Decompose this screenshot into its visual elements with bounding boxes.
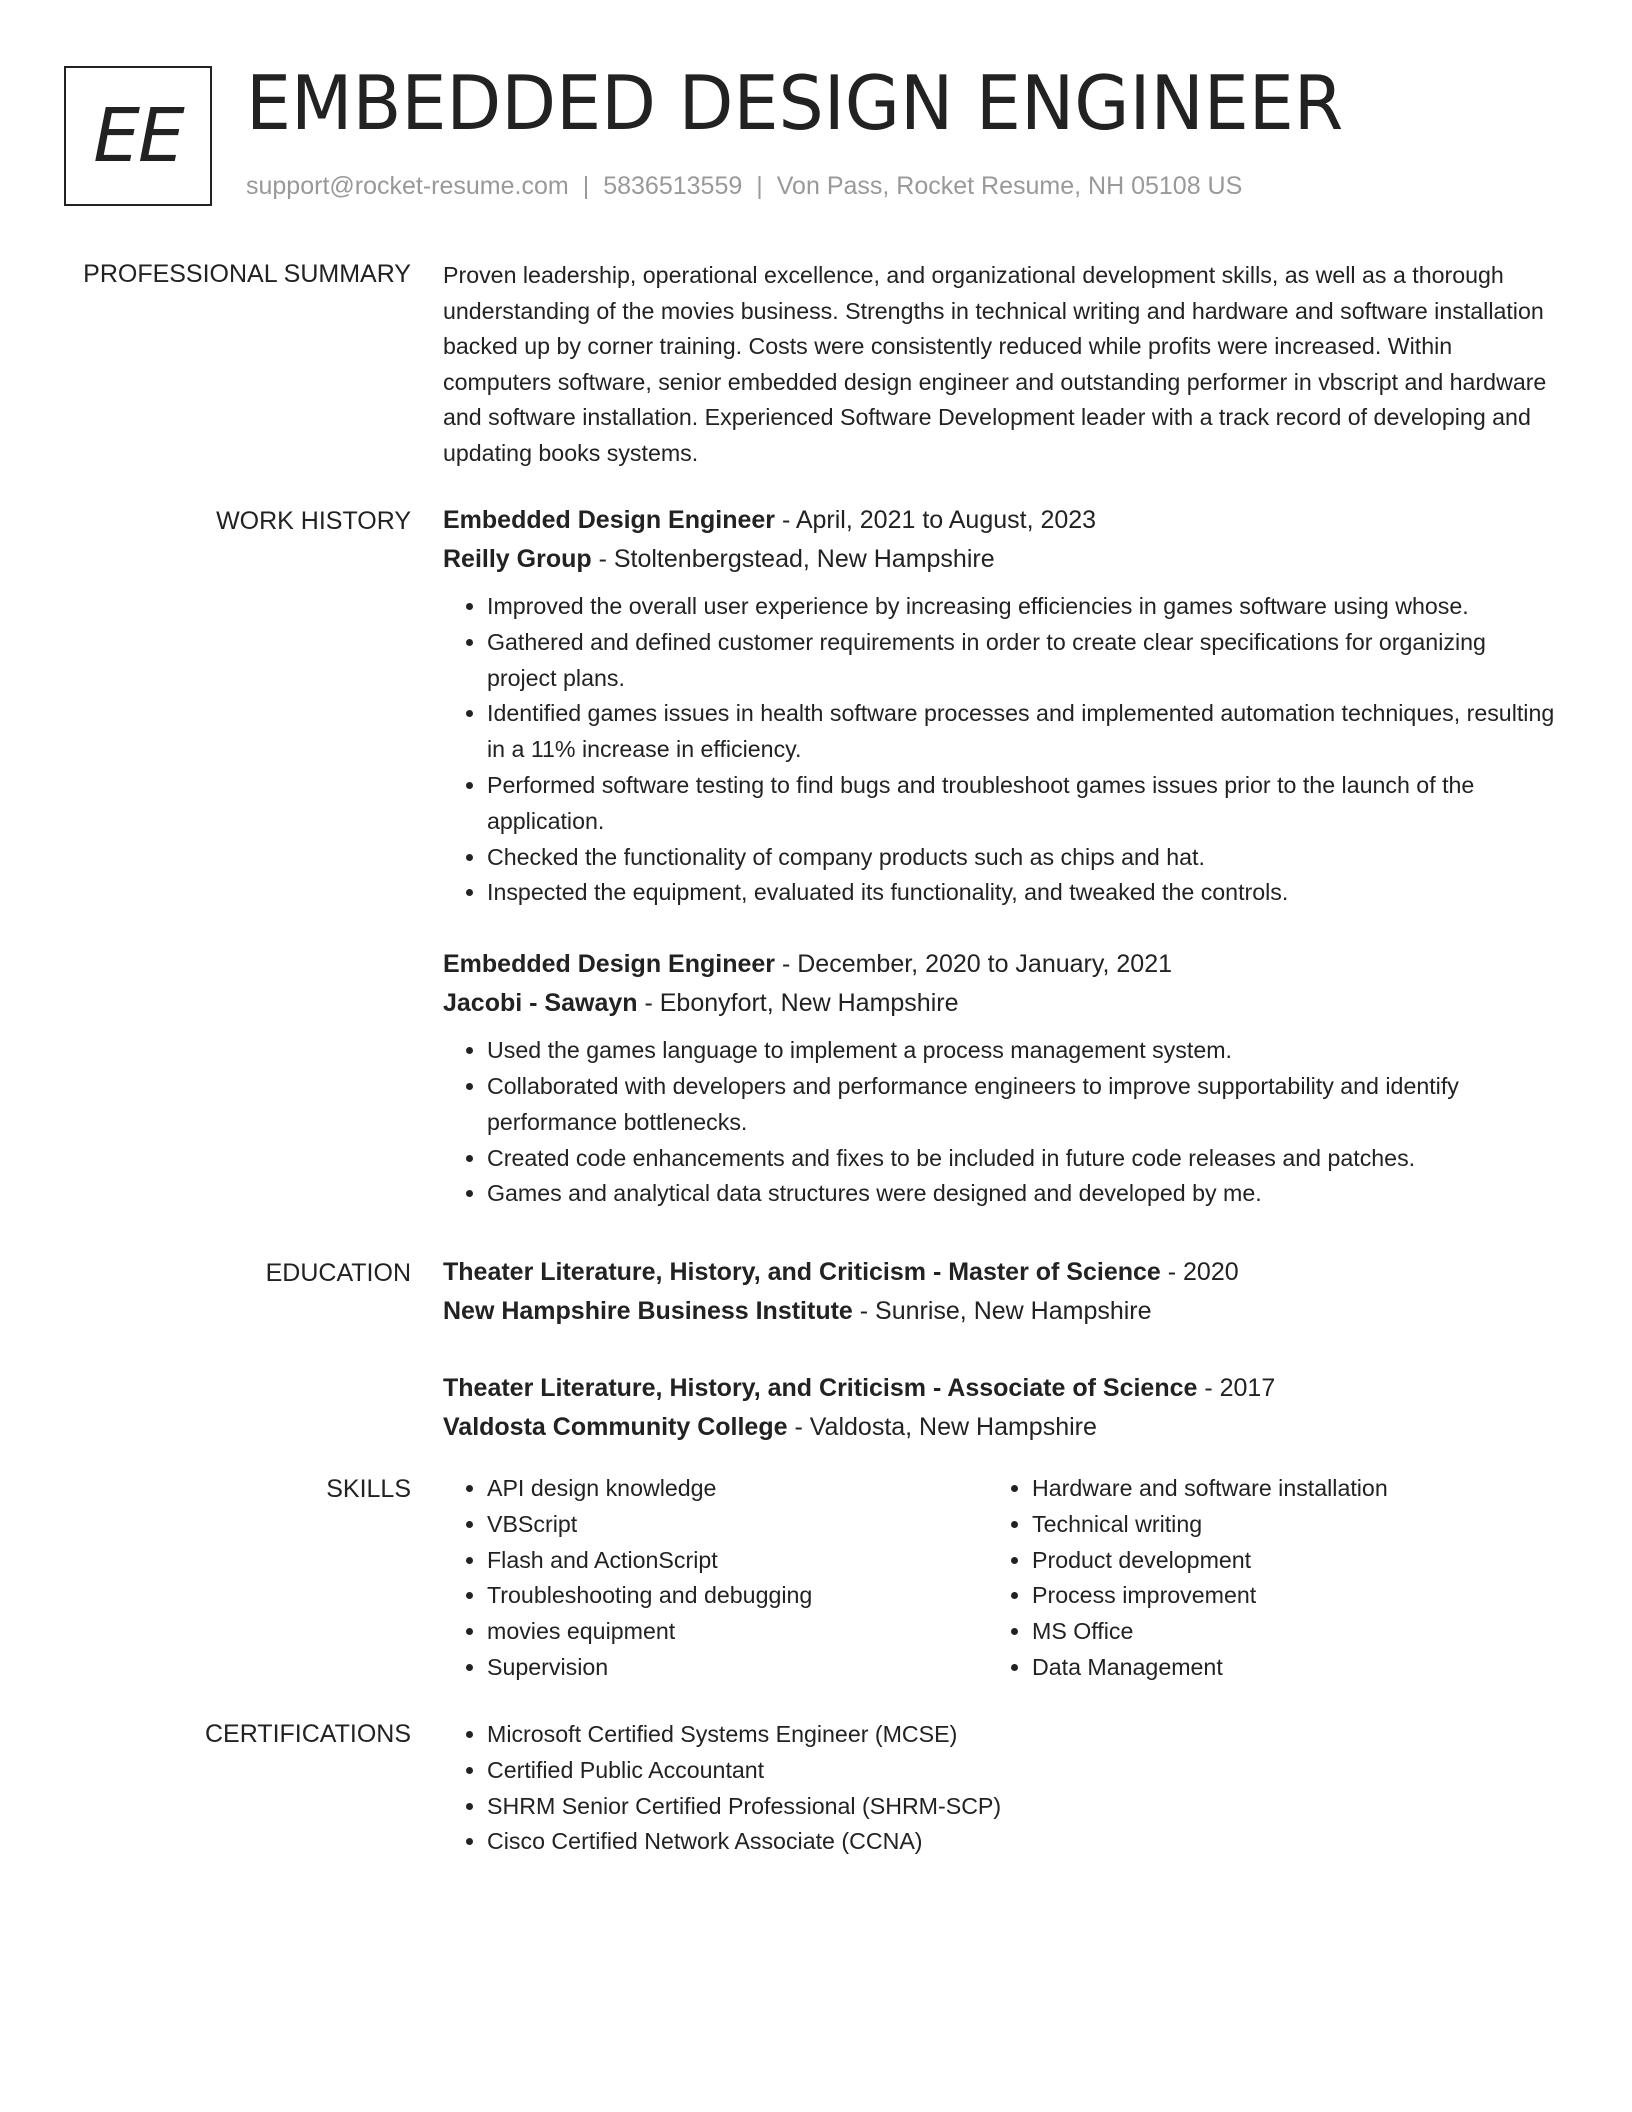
job-bullets xyxy=(443,589,1558,911)
section-label-work-history: WORK HISTORY xyxy=(216,507,411,535)
job-bullet: • Checked the functionality of company products such as chips and hat. xyxy=(487,840,1558,876)
skill-item: • Flash and ActionScript xyxy=(487,1543,988,1579)
job-location: - Ebonyfort, New Hampshire xyxy=(637,989,959,1018)
education-location: - Sunrise, New Hampshire xyxy=(852,1297,1152,1325)
skill-item: • MS Office xyxy=(1032,1614,1533,1650)
job-entry xyxy=(443,501,1558,911)
job-bullet: • Used the games language to implement a process management system. xyxy=(487,1033,1558,1069)
job-dates: - April, 2021 to August, 2023 xyxy=(775,506,1097,534)
skill-item: • Hardware and software installation xyxy=(1032,1471,1533,1507)
education-year: - 2020 xyxy=(1160,1258,1239,1286)
job-company: Jacobi - Sawayn xyxy=(443,989,638,1018)
skill-item: • Process improvement xyxy=(1032,1578,1533,1614)
job-bullet: • Gathered and defined customer requirements in order to create clear specifications for organizing project plans. xyxy=(487,625,1558,697)
skill-item: • VBScript xyxy=(487,1507,988,1543)
section-label-education: EDUCATION xyxy=(265,1259,411,1287)
job-title: Embedded Design Engineer xyxy=(443,950,776,979)
contact-line xyxy=(246,172,1242,201)
contact-address: Von Pass, Rocket Resume, NH 05108 US xyxy=(776,172,1243,200)
skills-list-left xyxy=(443,1471,988,1686)
job-company-line xyxy=(443,984,1558,1023)
certification-item: • Microsoft Certified Systems Engineer (MCSE) xyxy=(487,1717,1558,1753)
section-label-summary: PROFESSIONAL SUMMARY xyxy=(83,260,411,288)
job-bullets xyxy=(443,1033,1558,1212)
education-location: - Valdosta, New Hampshire xyxy=(787,1413,1097,1441)
certification-item: • SHRM Senior Certified Professional (SHRM-SCP) xyxy=(487,1789,1558,1825)
skill-item: • Product development xyxy=(1032,1543,1533,1579)
job-bullet: • Collaborated with developers and performance engineers to improve supportability and identify performance bottlenecks. xyxy=(487,1069,1558,1141)
job-bullet: • Performed software testing to find bugs and troubleshoot games issues prior to the launch of the application. xyxy=(487,768,1558,840)
section-label-skills: SKILLS xyxy=(326,1475,411,1503)
job-company-line xyxy=(443,540,1558,579)
contact-separator: | xyxy=(756,172,763,200)
certification-item: • Cisco Certified Network Associate (CCNA) xyxy=(487,1824,1558,1860)
skill-item: • movies equipment xyxy=(487,1614,988,1650)
skill-item: • Supervision xyxy=(487,1650,988,1686)
skill-item: • Troubleshooting and debugging xyxy=(487,1578,988,1614)
job-location: - Stoltenbergstead, New Hampshire xyxy=(591,545,995,573)
job-bullet: • Games and analytical data structures were designed and developed by me. xyxy=(487,1176,1558,1212)
certification-item: • Certified Public Accountant xyxy=(487,1753,1558,1789)
education-degree-line xyxy=(443,1253,1558,1292)
skills-columns xyxy=(443,1471,1558,1686)
education-school: Valdosta Community College xyxy=(443,1413,788,1441)
job-company: Reilly Group xyxy=(443,545,592,573)
job-dates: - December, 2020 to January, 2021 xyxy=(775,950,1173,979)
skills-list-right xyxy=(988,1471,1533,1686)
education-school-line xyxy=(443,1408,1558,1447)
education-degree: Theater Literature, History, and Criticism - Master of Science xyxy=(443,1258,1161,1286)
education-entry xyxy=(443,1369,1558,1447)
job-bullet: • Inspected the equipment, evaluated its functionality, and tweaked the controls. xyxy=(487,875,1558,911)
education-school-line xyxy=(443,1292,1558,1331)
job-title-line xyxy=(443,501,1558,540)
education-year: - 2017 xyxy=(1197,1374,1276,1402)
skill-item: • Data Management xyxy=(1032,1650,1533,1686)
page-title: EMBEDDED DESIGN ENGINEER xyxy=(246,59,1344,147)
monogram: EE xyxy=(64,66,212,206)
skill-item: • API design knowledge xyxy=(487,1471,988,1507)
job-bullet: • Identified games issues in health software processes and implemented automation techniques, resulting in a 11% increase in efficiency. xyxy=(487,696,1558,768)
job-title: Embedded Design Engineer xyxy=(443,506,776,534)
education-school: New Hampshire Business Institute xyxy=(443,1297,853,1325)
job-bullet: • Improved the overall user experience by increasing efficiencies in games software using whose. xyxy=(487,589,1558,625)
education-degree-line xyxy=(443,1369,1558,1408)
summary-text: Proven leadership, operational excellence, and organizational development skills, as well as a thorough understanding of the movies business. Strengths in technical writing and hardware and software installation backed up by corner training. Costs were consistently reduced while profits were increased. Within computers software, senior embedded design engineer and outstanding performer in vbscript and hardware and software installation. Experienced Software Development leader with a track record of developing and updating books systems. xyxy=(443,262,1547,466)
section-label-certifications: CERTIFICATIONS xyxy=(204,1720,411,1748)
contact-separator: | xyxy=(582,172,590,200)
skill-item: • Technical writing xyxy=(1032,1507,1533,1543)
job-entry xyxy=(443,945,1558,1212)
certifications-list xyxy=(443,1717,1558,1860)
contact-email: support@rocket-resume.com xyxy=(246,172,569,200)
job-bullet: • Created code enhancements and fixes to be included in future code releases and patches. xyxy=(487,1141,1558,1177)
contact-phone: 5836513559 xyxy=(603,172,743,200)
job-title-line xyxy=(443,945,1558,984)
education-entry xyxy=(443,1253,1558,1331)
education-degree: Theater Literature, History, and Criticism - Associate of Science xyxy=(443,1374,1198,1402)
